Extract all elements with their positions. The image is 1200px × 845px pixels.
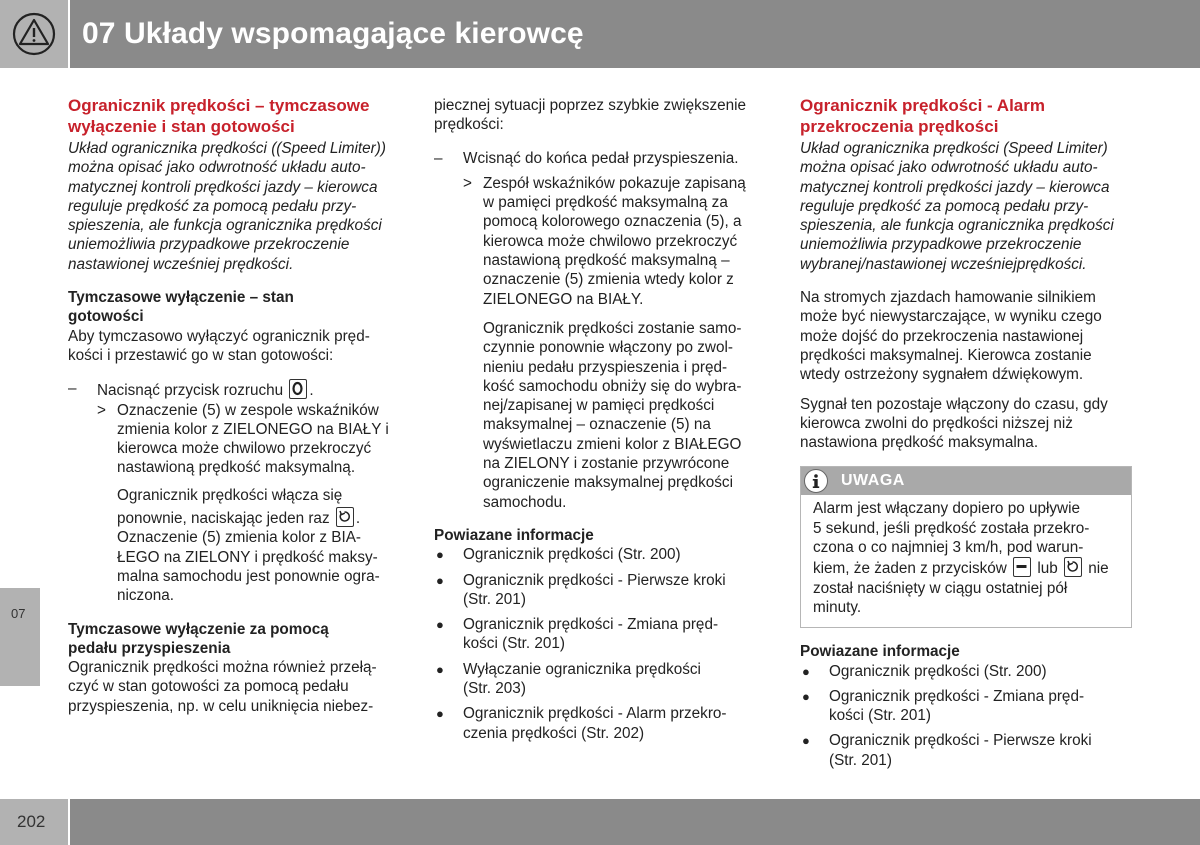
- arrow-marker: >: [97, 401, 106, 419]
- related-link[interactable]: ● Ogranicznik prędkości (Str. 200): [436, 546, 681, 564]
- section-intro: Układ ogranicznika prędkości (Speed Limiter) można opisać jako odwrotność układu auto- matycznej kontroli prędkości jazdy – kierowca reguluje prędkość za pomocą pedału przy- spieszenia, ale funkcja ogranicznika prędkości uniemożliwia przypadkowe przekroczenie wybranej/nastawionej wcześniejprędkości.: [800, 140, 1114, 273]
- note-box: [800, 466, 1132, 628]
- continued-text: piecznej sytuacji poprzez szybkie zwiększenie prędkości:: [434, 97, 747, 134]
- info-icon: [804, 469, 828, 493]
- warning-triangle-icon: [12, 12, 56, 56]
- standby-text: Aby tymczasowo wyłączyć ogranicznik pręd- kości i przestawić go w stan gotowości:: [68, 327, 370, 364]
- note-label: UWAGA: [841, 472, 905, 490]
- note-text: Alarm jest włączany dopiero po upływie 5 sekund, jeśli prędkość została przekro- czona o co najmniej 3 km/h, pod warun- kiem, że żaden z przycisków lub nie został naciśnięty w ciągu ostatniej pół minuty.: [813, 500, 1109, 616]
- chapter-header: [70, 0, 1200, 68]
- note-header: [801, 467, 1131, 495]
- related-link[interactable]: ● Ogranicznik prędkości - Alarm przekro- czenia prędkości (Str. 202): [436, 705, 727, 742]
- resume-text: Ogranicznik prędkości włącza się ponownie, naciskając jeden raz . Oznaczenie (5) zmienia kolor z BIA- ŁEGO na ZIELONY i prędkość maksy- malna samochodu jest ponownie ogra- niczona.: [117, 486, 380, 605]
- resume-button-icon: [336, 507, 354, 527]
- chapter-title: 07 Układy wspomagające kierowcę: [82, 17, 584, 50]
- subheading-standby: Tymczasowe wyłączenie – stan gotowości: [68, 289, 294, 326]
- chapter-icon-box: [0, 0, 68, 68]
- accelerator-text: Ogranicznik prędkości można również przełą- czyć w stan gotowości za pomocą pedału przyspieszenia, np. w celu uniknięcia niebez-: [68, 659, 377, 715]
- chapter-side-tab-label: 07: [11, 606, 26, 621]
- related-link[interactable]: ● Ogranicznik prędkości - Pierwsze kroki (Str. 201): [802, 732, 1092, 769]
- related-heading: Powiazane informacje: [434, 526, 594, 544]
- step-result-1: > Oznaczenie (5) w zespole wskaźników zmienia kolor z ZIELONEGO na BIAŁY i kierowca może chwilowo przekroczyć nastawioną prędkość maksymalną.: [97, 401, 389, 477]
- resume-button-icon: [1064, 557, 1082, 577]
- column-3: [800, 96, 1132, 770]
- section-heading: Ogranicznik prędkości – tymczasowe wyłączenie i stan gotowości: [68, 96, 370, 136]
- section-heading: Ogranicznik prędkości - Alarm przekroczenia prędkości: [800, 96, 1045, 136]
- page-number-box: [0, 799, 68, 845]
- page-number: 202: [17, 812, 46, 831]
- subheading-accelerator: Tymczasowe wyłączenie za pomocą pedału przyspieszenia: [68, 620, 329, 657]
- paragraph-signal: Sygnał ten pozostaje włączony do czasu, gdy kierowca zwolni do prędkości niższej niż nastawiona prędkość maksymalna.: [800, 395, 1108, 452]
- footer-bar: [70, 799, 1200, 845]
- related-link[interactable]: ● Ogranicznik prędkości (Str. 200): [802, 662, 1047, 680]
- section-intro: Układ ogranicznika prędkości ((Speed Limiter)) można opisać jako odwrotność układu auto- matycznej kontroli prędkości jazdy – kierowca reguluje prędkość za pomocą pedału przy- spieszenia, ale funkcja ogranicznika prędkości uniemożliwia przypadkowe przekroczenie nastawionej wcześniej prędkości.: [68, 140, 386, 273]
- minus-button-icon: [1013, 557, 1031, 577]
- chapter-side-tab: [0, 588, 40, 686]
- step-result-2: > Zespół wskaźników pokazuje zapisaną w pamięci prędkość maksymalną za pomocą kolorowego oznaczenia (5), a kierowca może chwilowo przekroczyć nastawioną prędkość maksymalną – oznaczenie (5) zmienia wtedy kolor z ZIELONEGO na BIAŁY.: [463, 174, 746, 308]
- related-link[interactable]: ● Ogranicznik prędkości - Zmiana pręd- kości (Str. 201): [802, 687, 1085, 725]
- arrow-marker: >: [463, 174, 472, 192]
- related-heading: Powiazane informacje: [800, 643, 960, 661]
- start-button-icon: [289, 379, 307, 399]
- related-link[interactable]: ● Ogranicznik prędkości - Pierwsze kroki (Str. 201): [436, 571, 726, 608]
- related-link[interactable]: ● Wyłączanie ogranicznika prędkości (Str. 203): [436, 660, 701, 698]
- related-link[interactable]: ● Ogranicznik prędkości - Zmiana pręd- kości (Str. 201): [436, 616, 719, 653]
- paragraph-downhill: Na stromych zjazdach hamowanie silnikiem może być niewystarczające, w wyniku czego może dojść do przekroczenia nastawionej prędkości maksymalnej. Kierowca zostanie wtedy ostrzeżony sygnałem dźwiękowym.: [800, 289, 1102, 384]
- column-1: [68, 96, 408, 716]
- auto-resume-text: Ogranicznik prędkości zostanie samo- czynnie ponownie włączony po zwol- nieniu pedału przyspieszenia i pręd- kość samochodu obniży się do wybra- nej/zapisanej w pamięci prędkości maksymalnej – oznaczenie (5) na wyświetlaczu zmieni kolor z BIAŁEGO na ZIELONY i zostanie przywrócone ograniczenie maksymalnej prędkości samochodu.: [483, 319, 742, 511]
- dash-marker: –: [68, 380, 77, 398]
- dash-marker: –: [434, 149, 443, 167]
- column-2: [434, 96, 774, 743]
- step-press-start-button: – Nacisnąć przycisk rozruchu .: [68, 380, 314, 400]
- step-press-accelerator: – Wcisnąć do końca pedał przyspieszenia.: [434, 149, 739, 167]
